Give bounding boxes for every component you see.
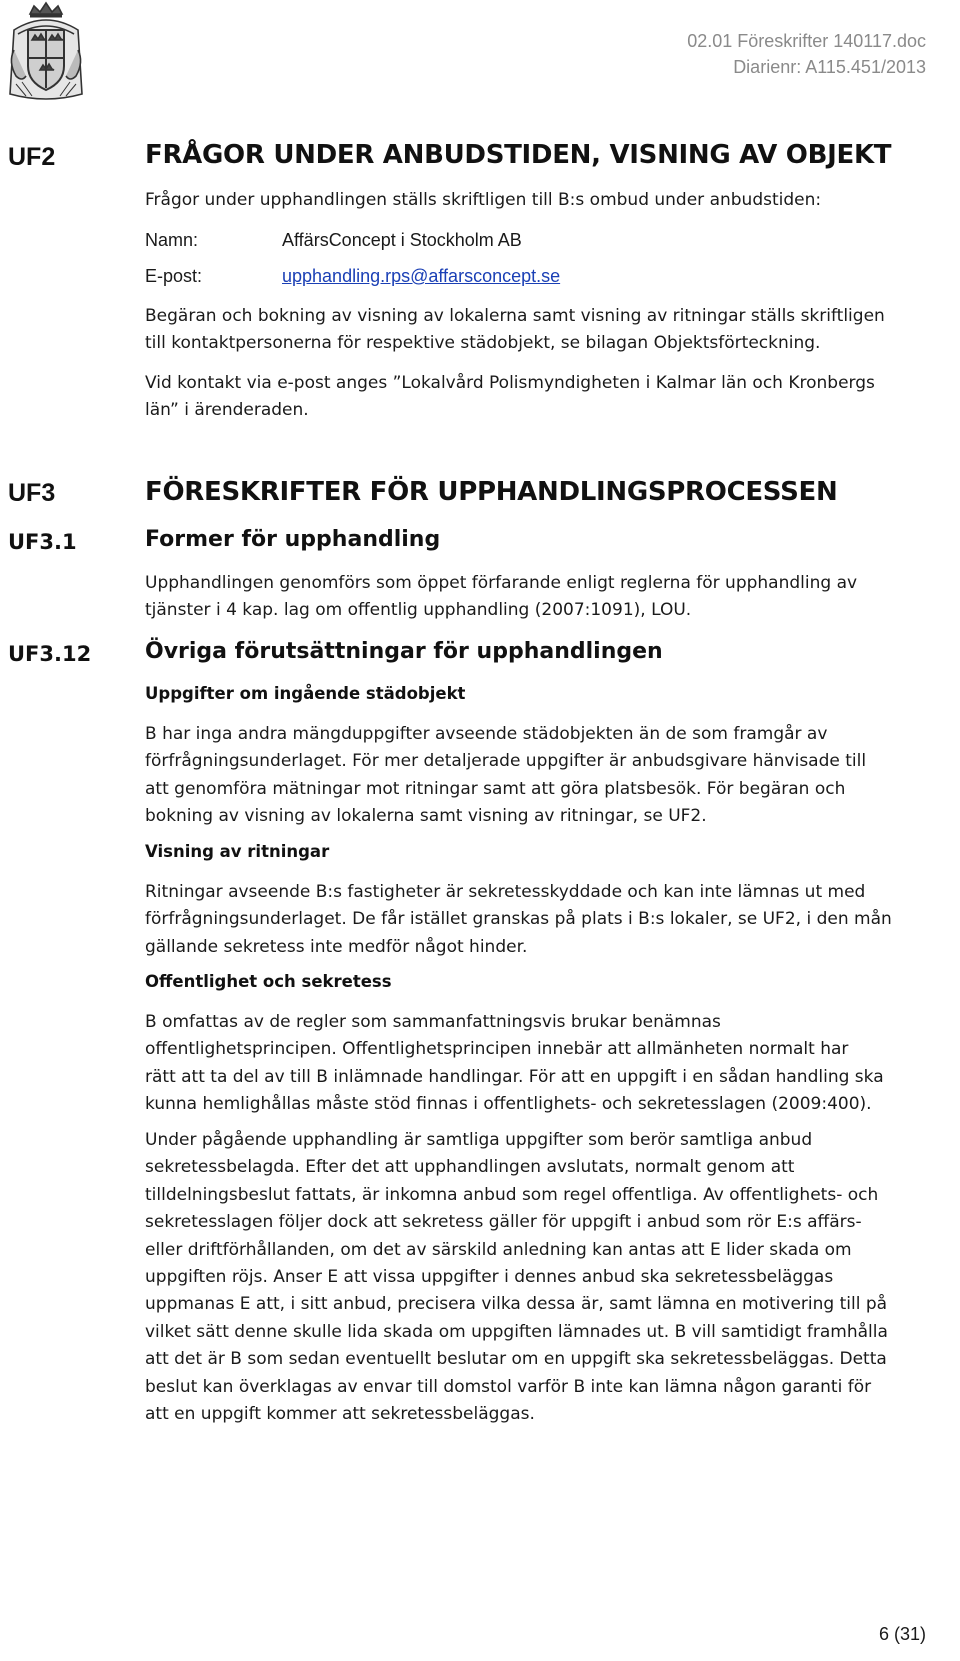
subsection-title-uf3-12: Övriga förutsättningar för upphandlingen (145, 639, 663, 664)
document-filename: 02.01 Föreskrifter 140117.doc (687, 31, 926, 51)
document-diarienr: Diarienr: A115.451/2013 (733, 57, 926, 77)
uf2-paragraph-1: Begäran och bokning av visning av lokalerna samt visning av ritningar ställs skriftligen till kontaktpersonerna för respektive städobjekt, se bilagan Objektsförteckning. (145, 306, 885, 354)
contact-email-label: E-post: (145, 266, 203, 286)
page-number: 6 (31) (878, 1624, 926, 1644)
document-info (687, 28, 926, 80)
uf2-intro: Frågor under upphandlingen ställs skriftligen till B:s ombud under anbudstiden: (145, 190, 822, 210)
section-title-uf3: FÖRESKRIFTER FÖR UPPHANDLINGSPROCESSEN (145, 477, 838, 507)
subsection-code-uf3-12: UF3.12 (8, 642, 92, 666)
uppgifter-stadobjekt-paragraph: B har inga andra mängduppgifter avseende städobjekten än de som framgår av förfrågningsunderlaget. För mer detaljerade uppgifter är anbudsgivare hänvisade till att genomföra mätningar mot ritningar samt att göra platsbesök. För begäran och bokning av visning av lokalerna samt visning av ritningar, se UF2. (145, 724, 867, 827)
heading-uppgifter-stadobjekt: Uppgifter om ingående städobjekt (145, 684, 466, 703)
section-title-uf2: FRÅGOR UNDER ANBUDSTIDEN, VISNING AV OBJEKT (145, 140, 892, 170)
uf2-paragraph-2: Vid kontakt via e-post anges ”Lokalvård Polismyndigheten i Kalmar län och Kronbergs län” i ärenderaden. (145, 373, 875, 421)
heading-offentlighet-sekretess: Offentlighet och sekretess (145, 972, 392, 991)
coat-of-arms-logo (4, 0, 88, 104)
visning-ritningar-paragraph: Ritningar avseende B:s fastigheter är sekretesskyddade och kan inte lämnas ut med förfrågningsunderlaget. De får istället granskas på plats i B:s lokaler, se UF2, i den mån gällande sekretess inte medför något hinder. (145, 882, 892, 957)
section-code-uf3: UF3 (8, 479, 56, 507)
uf3-1-paragraph: Upphandlingen genomförs som öppet förfarande enligt reglerna för upphandling av tjänster i 4 kap. lag om offentlig upphandling (2007:1091), LOU. (145, 573, 858, 621)
subsection-code-uf3-1: UF3.1 (8, 530, 77, 554)
contact-email-link[interactable]: upphandling.rps@affarsconcept.se (282, 266, 561, 286)
contact-name-label: Namn: (145, 230, 199, 250)
subsection-title-uf3-1: Former för upphandling (145, 527, 441, 552)
heading-visning-ritningar: Visning av ritningar (145, 842, 330, 861)
offentlighet-paragraph-1: B omfattas av de regler som sammanfattningsvis brukar benämnas offentlighetsprincipen. Offentlighetsprincipen innebär att allmänheten normalt har rätt att ta del av till B inlämnade handlingar. För att en uppgift i en sådan handling ska kunna hemlighållas måste stöd finnas i offentlighets- och sekretesslagen (2009:400). (145, 1012, 884, 1115)
offentlighet-paragraph-2: Under pågående upphandling är samtliga uppgifter som berör samtliga anbud sekretessbelagda. Efter det att upphandlingen avslutats, normalt genom att tilldelningsbeslut fattats, är inkomna anbud som regel offentliga. Av offentlighets- och sekretesslagen följer dock att sekretess gäller för uppgift i anbud som rör E:s affärs- eller driftförhållanden, om det av särskild anledning kan antas att E lider skada om uppgiften röjs. Anser E att vissa uppgifter i dennes anbud ska sekretessbeläggas uppmanas E att, i sitt anbud, precisera vilka dessa är, samt lämna en motivering till på vilket sätt denne skulle lida skada om uppgiften lämnades ut. B vill samtidigt framhålla att det är B som sedan eventuellt beslutar om en uppgift ska sekretessbeläggas. Detta beslut kan överklagas av envar till domstol varför B inte kan lämna någon garanti för att en uppgift kommer att sekretessbeläggas. (145, 1130, 888, 1425)
contact-name-value: AffärsConcept i Stockholm AB (282, 230, 522, 250)
section-code-uf2: UF2 (8, 143, 56, 171)
